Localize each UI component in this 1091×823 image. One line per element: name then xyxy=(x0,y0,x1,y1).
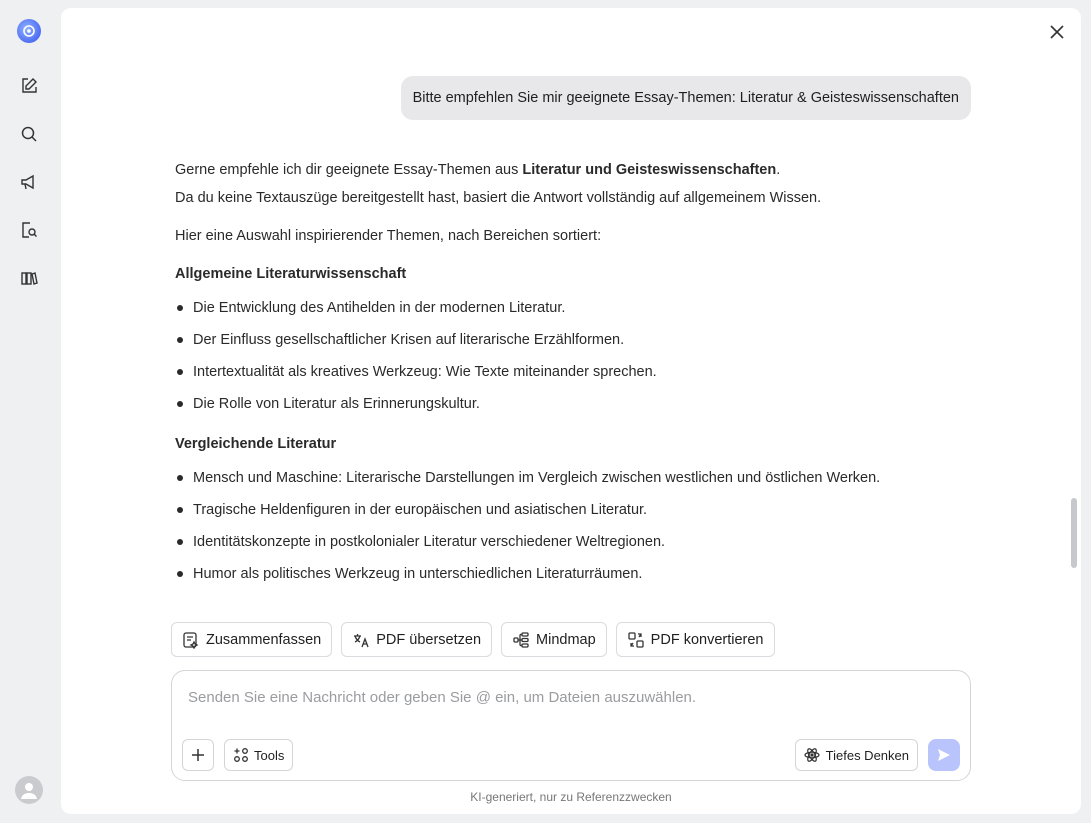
search-icon[interactable] xyxy=(17,122,41,146)
tools-icon xyxy=(233,747,249,763)
add-attachment-button[interactable] xyxy=(182,739,214,771)
chat-panel xyxy=(61,8,1081,814)
convert-icon xyxy=(627,631,645,649)
ai-disclaimer: KI-generiert, nur zu Referenzzwecken xyxy=(470,790,672,804)
plus-icon xyxy=(191,748,205,762)
send-icon xyxy=(937,748,951,762)
section-heading: Vergleichende Literatur xyxy=(175,436,337,452)
deep-think-toggle[interactable]: Tiefes Denken xyxy=(795,739,918,771)
list-item: Identitätskonzepte in postkolonialer Literatur verschiedener Weltregionen. xyxy=(175,526,955,558)
mindmap-button[interactable]: Mindmap xyxy=(501,622,607,657)
close-icon[interactable] xyxy=(1047,22,1067,42)
send-button[interactable] xyxy=(928,739,960,771)
app-logo-icon[interactable] xyxy=(17,19,41,43)
topic-list xyxy=(175,462,955,590)
answer-intro-bold: Literatur und Geisteswissenschaften xyxy=(522,162,777,178)
tools-button[interactable]: Tools xyxy=(224,739,293,771)
list-item: Tragische Heldenfiguren in der europäischen und asiatischen Literatur. xyxy=(175,494,955,526)
assistant-answer xyxy=(175,156,955,590)
sidebar xyxy=(0,0,60,823)
quick-actions xyxy=(171,622,775,657)
user-message: Bitte empfehlen Sie mir geeignete Essay-Themen: Literatur & Geisteswissenschaften xyxy=(401,76,971,120)
scrollbar-thumb[interactable] xyxy=(1071,498,1077,568)
doc-search-icon[interactable] xyxy=(17,218,41,242)
summarize-button[interactable]: Zusammenfassen xyxy=(171,622,332,657)
answer-intro: Gerne empfehle ich dir geeignete Essay-Themen aus Literatur und Geisteswissenschaften. xyxy=(175,162,781,178)
user-avatar[interactable] xyxy=(15,776,43,804)
list-item: Die Rolle von Literatur als Erinnerungskultur. xyxy=(175,388,955,420)
list-item: Humor als politisches Werkzeug in unterschiedlichen Literaturräumen. xyxy=(175,558,955,590)
mindmap-icon xyxy=(512,631,530,649)
topic-list xyxy=(175,292,955,420)
list-item: Der Einfluss gesellschaftlicher Krisen auf literarische Erzählformen. xyxy=(175,324,955,356)
message-input[interactable] xyxy=(188,689,948,706)
megaphone-icon[interactable] xyxy=(17,170,41,194)
list-item: Mensch und Maschine: Literarische Darstellungen im Vergleich zwischen westlichen und östlichen Werken. xyxy=(175,462,955,494)
answer-lead: Hier eine Auswahl inspirierender Themen, nach Bereichen sortiert: xyxy=(175,228,602,244)
translate-pdf-button[interactable]: PDF übersetzen xyxy=(341,622,492,657)
message-composer xyxy=(171,670,971,781)
section-heading: Allgemeine Literaturwissenschaft xyxy=(175,266,407,282)
summarize-icon xyxy=(182,631,200,649)
convert-pdf-button[interactable]: PDF konvertieren xyxy=(616,622,775,657)
atom-icon xyxy=(804,747,820,763)
library-icon[interactable] xyxy=(17,266,41,290)
list-item: Die Entwicklung des Antihelden in der modernen Literatur. xyxy=(175,292,955,324)
list-item: Intertextualität als kreatives Werkzeug: Wie Texte miteinander sprechen. xyxy=(175,356,955,388)
translate-icon xyxy=(352,631,370,649)
edit-icon[interactable] xyxy=(17,74,41,98)
answer-intro-line2: Da du keine Textauszüge bereitgestellt hast, basiert die Antwort vollständig auf allgemeinem Wissen. xyxy=(175,190,822,206)
